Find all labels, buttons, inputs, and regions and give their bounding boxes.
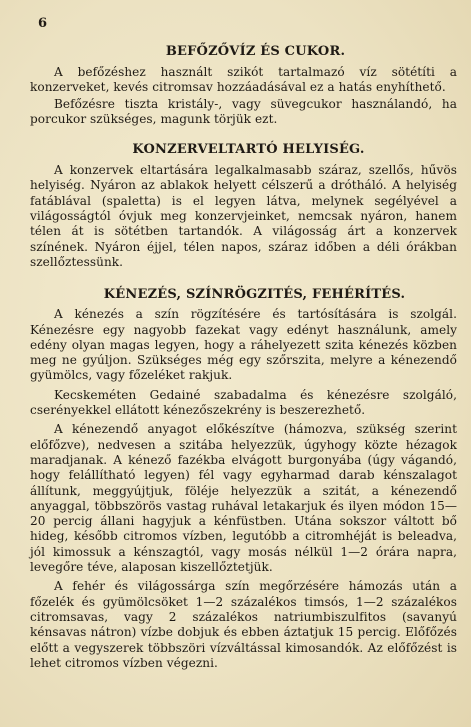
page-number: 6 (38, 16, 48, 31)
paragraph: A kénezendő anyagot előkészítve (hámozva, szükség szerint előfőzve), nedvesen a szitába helyezzük, úgyhogy közte hézagok maradjanak. A kénező fazékba elvágott burgonyába (úgy vágandó, hogy felállítható legyen) fél vagy egyharmad darab kénszalagot állítunk, meggyújtjuk, föléje helyezzük a szitát, a kénezendő anyaggal, többszörös vastag ruhával letakarjuk és ilyen módon 15—20 percig állani hagyjuk a kénfüstben. Utána sokszor váltott bő hideg, később citromos vízben, legutóbb a citromhéját is beleadva, jól kimossuk a kénszagtól, vagy mosás nélkül 1—2 órára napra, levegőre téve, alaposan kiszellőztetjük. (30, 422, 457, 575)
paragraph: Befőzésre tiszta kristály-, vagy süvegcukor használandó, ha porcukor szükséges, magunk törjük ezt. (30, 96, 457, 126)
section-heading: KÉNEZÉS, SZÍNRÖGZITÉS, FEHÉRÍTÉS. (103, 287, 406, 303)
paragraph: A konzervek eltartására legalkalmasabb száraz, szellős, hűvös helyiség. Nyáron az ablakok helyett célszerű a drótháló. A helyiség fatáblával (spaletta) is el legyen látva, melynek segélyével a világosságtól óvjuk meg konzervjeinket, nemcsak nyáron, hanem télen át is sötétben tartandók. A világosság árt a konzervek színének. Nyáron éjjel, télen napos, száraz időben a déli órákban szellőztessünk. (30, 163, 457, 269)
paragraph: A fehér és világossárga szín megőrzésére hámozás után a főzelék és gyümölcsöket 1—2 százalékos timsós, 1—2 százalékos citromsavas, vagy 2 százalékos natriumbiszulfitos (savanyú kénsavas nátron) vízbe dobjuk és ebben áztatjuk 15 percig. Előfőzés előtt a vegyszerek többszöri vízváltással kimosandók. Az előfőzést is lehet citromos vízben végezni. (30, 579, 457, 670)
section-heading: BEFŐZŐVÍZ ÉS CUKOR. (165, 44, 346, 59)
paragraph: A befőzéshez használt szikót tartalmazó víz sötétíti a konzerveket, kevés citromsav hozzáadásával ez a hatás enyhíthető. (30, 65, 457, 95)
section-konzerveltarto (30, 142, 457, 270)
paragraph: A kénezés a szín rögzítésére és tartósítására is szolgál. Kénezésre egy nagyobb fazekat vagy edényt használunk, amely edény olyan magas legyen, hogy a ráhelyezett szita kénezés közben meg ne gyúljon. Szükséges még egy szőrszita, melyre a kénezendő gyümölcs, vagy főzeléket rakjuk. (30, 307, 457, 383)
section-befozoviz (30, 44, 457, 127)
paragraph: Kecskeméten Gedainé szabadalma és kénezésre szolgáló, cserényekkel ellátott kénezőszekrény is beszerezhető. (30, 387, 457, 418)
section-heading: KONZERVELTARTÓ HELYISÉG. (132, 142, 365, 158)
section-kenezes (30, 287, 457, 671)
